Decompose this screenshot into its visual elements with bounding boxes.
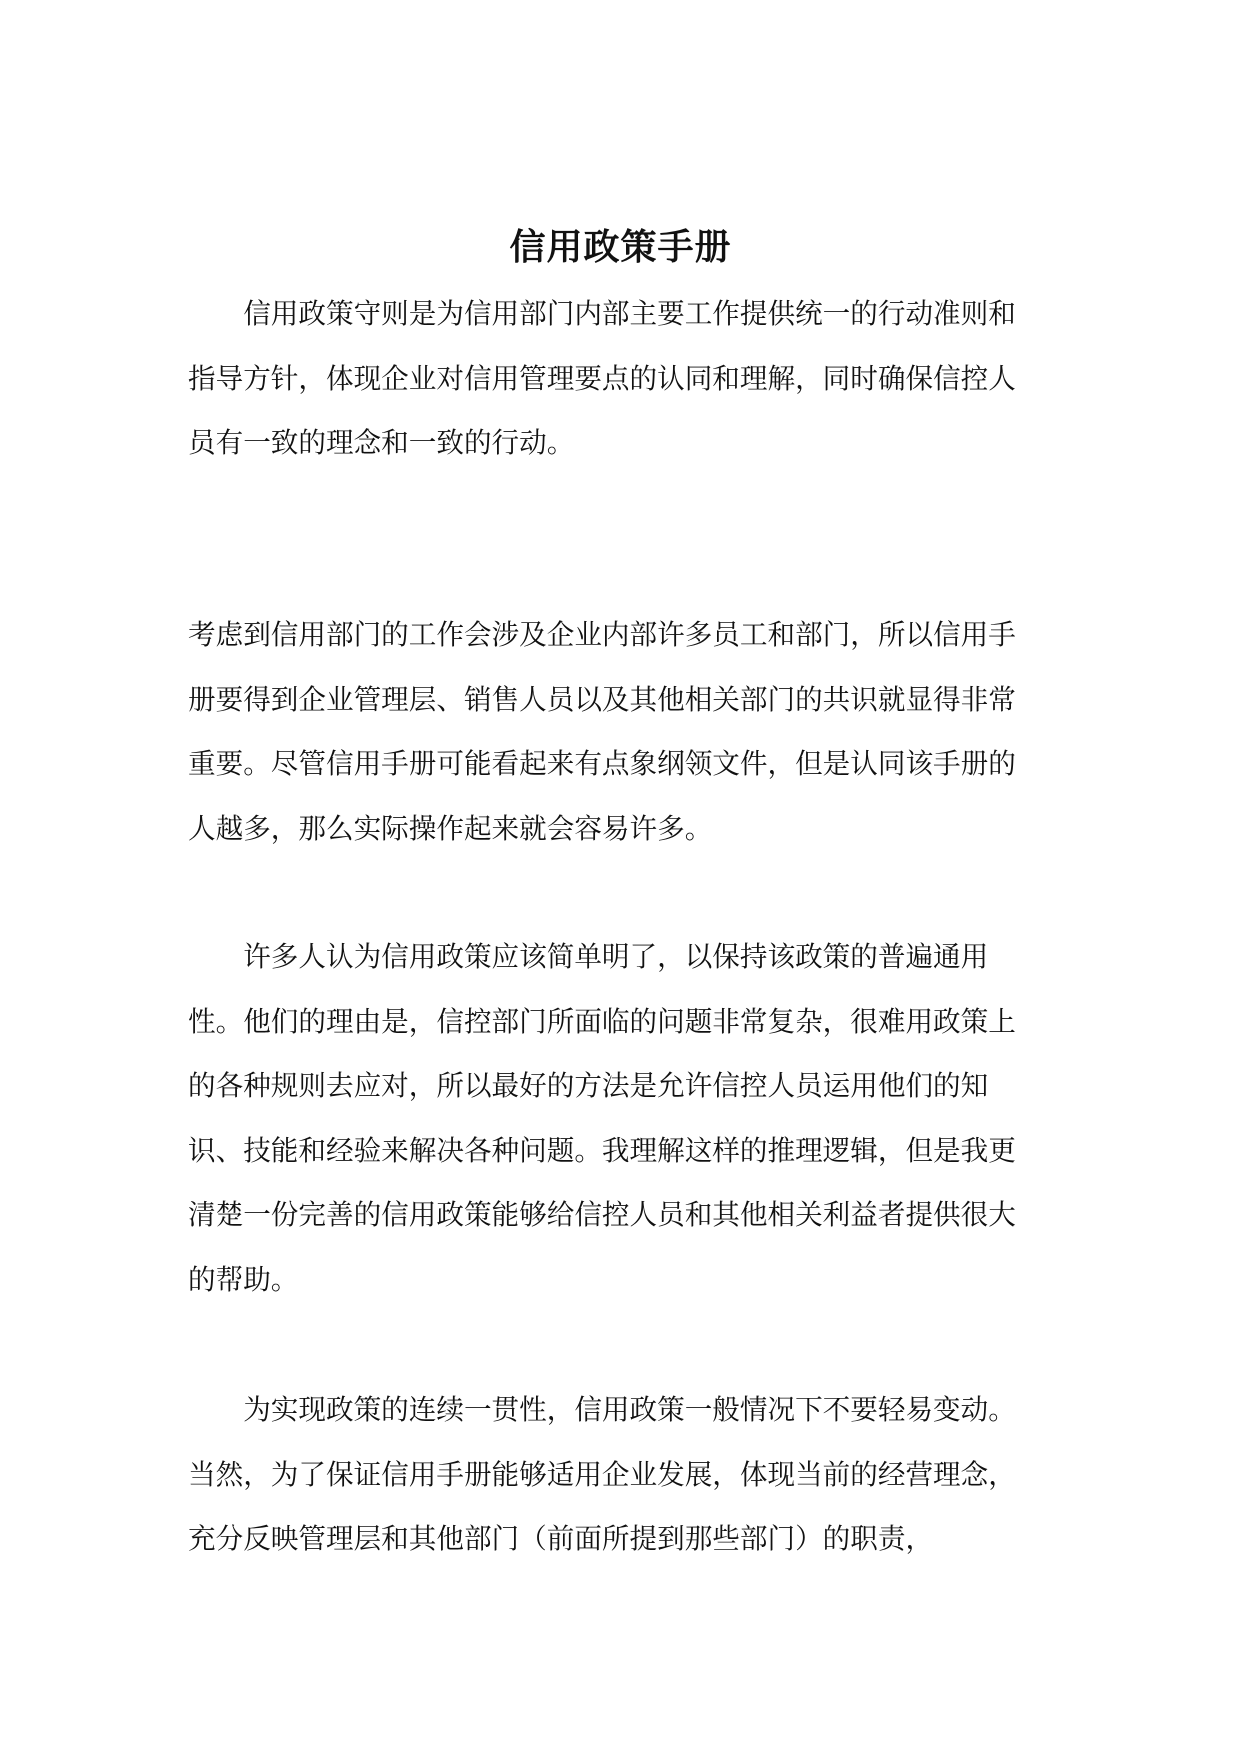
document-title: 信用政策手册 — [509, 226, 732, 268]
paragraph-2: 考虑到信用部门的工作会涉及企业内部许多员工和部门，所以信用手册要得到企业管理层、销售人员以及其他相关部门的共识就显得非常重要。尽管信用手册可能看起来有点象纲领文件，但是认同该手册的人越多，那么实际操作起来就会容易许多。 — [188, 618, 1016, 845]
paragraph-4: 为实现政策的连续一贯性，信用政策一般情况下不要轻易变动。当然，为了保证信用手册能够适用企业发展，体现当前的经营理念，充分反映管理层和其他部门（前面所提到那些部门）的职责， — [188, 1393, 1016, 1555]
paragraph-3: 许多人认为信用政策应该简单明了，以保持该政策的普遍通用性。他们的理由是，信控部门所面临的问题非常复杂，很难用政策上的各种规则去应对，所以最好的方法是允许信控人员运用他们的知识、技能和经验来解决各种问题。我理解这样的推理逻辑，但是我更清楚一份完善的信用政策能够给信控人员和其他相关利益者提供很大的帮助。 — [188, 940, 1016, 1296]
paragraph-1: 信用政策守则是为信用部门内部主要工作提供统一的行动准则和指导方针，体现企业对信用管理要点的认同和理解，同时确保信控人员有一致的理念和一致的行动。 — [188, 297, 1016, 459]
